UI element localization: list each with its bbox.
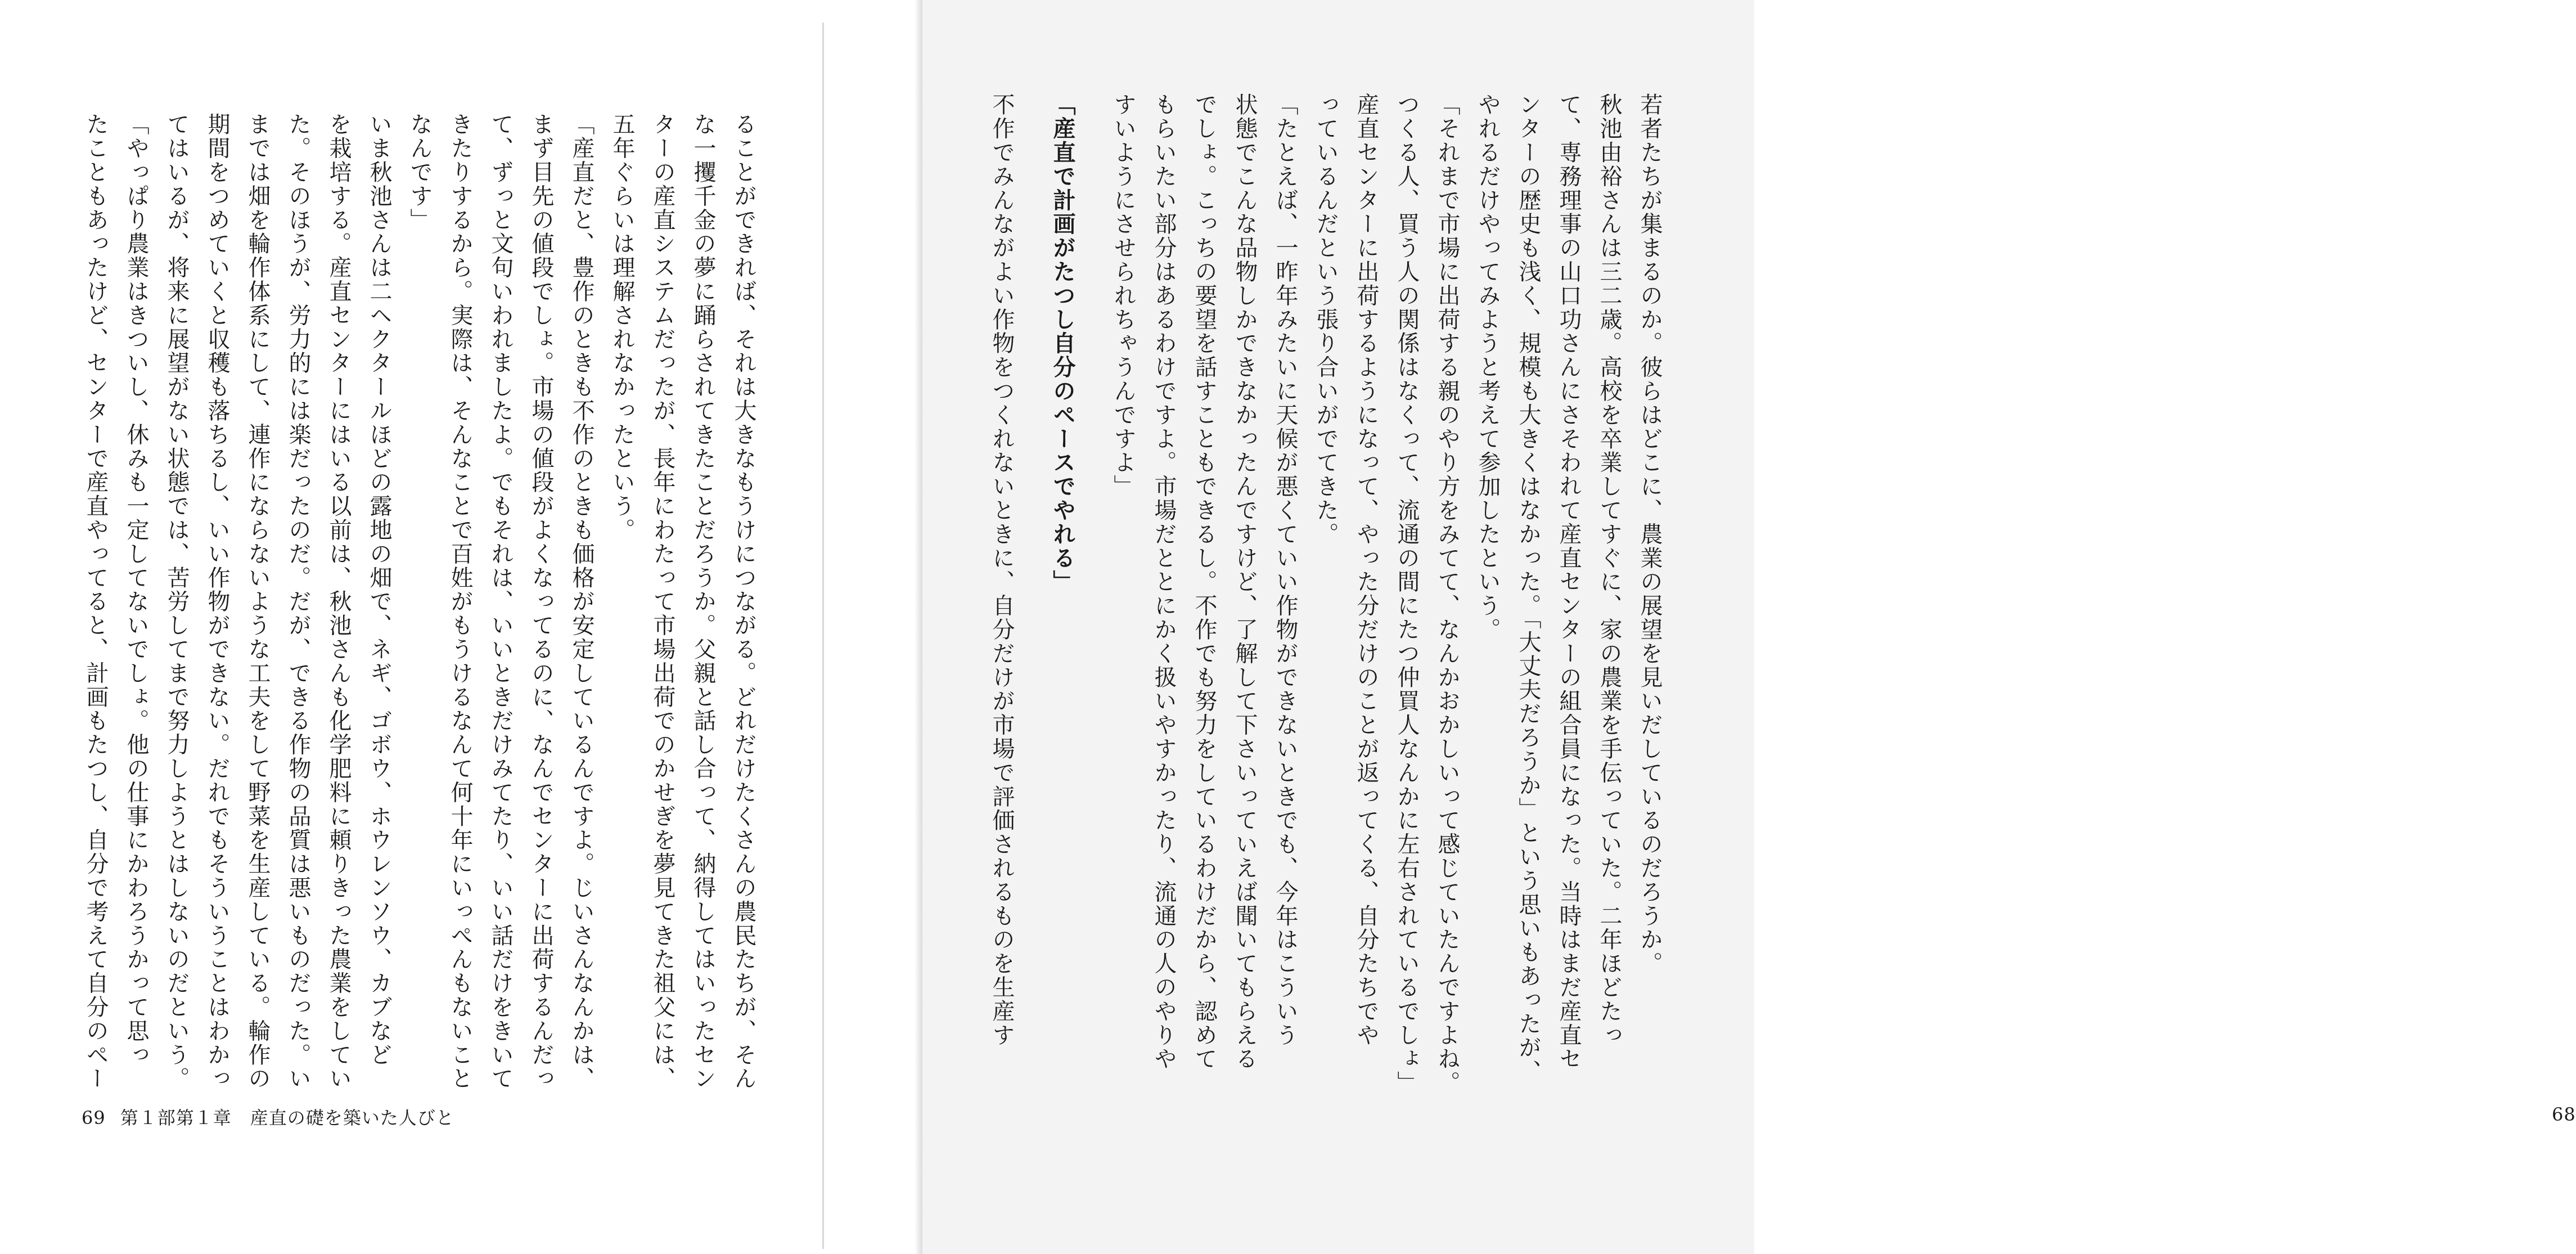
body-line: もらいたい部分はあるわけですよ。市場だととにかく扱いやすかったり、流通の人のやりや bbox=[1151, 93, 1177, 1071]
body-line: ンターの歴史も浅く、規模も大きくはなかった。「大丈夫だろうか」という思いもあったが、 bbox=[1515, 93, 1541, 1084]
right-page bbox=[922, 0, 2576, 1254]
body-line: 秋池由裕さんは三二歳。高校を卒業してすぐに、家の農業を手伝っていた。二年ほどたっ bbox=[1596, 93, 1622, 1047]
page-number: 69 bbox=[82, 1107, 106, 1129]
body-line: つくる人、買う人の関係はなくって、流通の間にたつ仲買人なんかに左右されているでしょ」 bbox=[1394, 93, 1420, 1095]
left-page bbox=[0, 0, 826, 1254]
body-line: を栽培する。産直センターにはいる以前は、秋池さんも化学肥料に頼りきった農業をしてい bbox=[326, 113, 352, 1091]
body-line: 「それまで市場に出荷する親のやり方をみてて、なんかおかしいって感じていたんですよね。 bbox=[1434, 93, 1460, 1095]
body-line: 不作でみんながよい作物をつくれないときに、自分だけが市場で評価されるものを生産す bbox=[989, 93, 1015, 1047]
page-edge-line bbox=[822, 23, 824, 1249]
left-page-footer bbox=[82, 1104, 454, 1130]
section-heading-block bbox=[1042, 93, 1083, 1083]
book-gutter bbox=[826, 0, 922, 1254]
body-line: て、専務理事の山口功さんにさそわれて産直センターの組合員になった。当時はまだ産直セ bbox=[1556, 93, 1582, 1071]
gutter-shadow bbox=[915, 0, 922, 1254]
body-line: な一攫千金の夢に踊らされてきたことだろうか。父親と話し合って、納得してはいったセン bbox=[690, 113, 716, 1091]
body-line: て、ずっと文句いわれましたよ。でもそれは、いいときだけみてたり、いい話だけをきいて bbox=[488, 113, 514, 1091]
body-line: 若者たちが集まるのか。彼らはどこに、農業の展望を見いだしているのだろうか。 bbox=[1637, 93, 1663, 976]
body-line: たこともあったけど、センターで産直やってると、計画もたつし、自分で考えて自分のペー bbox=[83, 113, 109, 1091]
body-line: 期間をつめていくと収穫も落ちるし、いい作物ができない。だれでもそういうことはわかっ bbox=[204, 113, 230, 1091]
body-line: 「やっぱり農業はきついし、休みも一定してないでしょ。他の仕事にかわろうかって思っ bbox=[123, 113, 149, 1067]
body-line: た。そのほうが、労力的には楽だったのだ。だが、できる作物の品質は悪いものだった。い bbox=[285, 113, 311, 1091]
body-line: ることができれば、それは大きなもうけにつながる。どれだけたくさんの農民たちが、そん bbox=[731, 113, 756, 1091]
body-line: 状態でこんな品物しかできなかったんですけど、了解して下さいっていえば聞いてもらえる bbox=[1232, 93, 1258, 1071]
body-line: 産直センターに出荷するようになって、やった分だけのことが返ってくる、自分たちでや bbox=[1353, 93, 1379, 1047]
body-line: っているんだという張り合いがでてきた。 bbox=[1313, 93, 1339, 546]
body-line: 五年ぐらいは理解されなかったという。 bbox=[609, 113, 635, 542]
body-line: までは畑を輪作体系にして、連作にならないような工夫をして野菜を生産している。輪作の bbox=[245, 113, 271, 1091]
body-line: なんです」 bbox=[407, 113, 433, 232]
body-line: ターの産直システムだったが、長年にわたって市場出荷でのかせぎを夢見てきた祖父には、 bbox=[650, 113, 675, 1091]
left-page-body bbox=[75, 113, 764, 1097]
running-head: 第１部第１章 産直の礎を築いた人びと bbox=[120, 1107, 454, 1129]
body-line: 「たとえば、一昨年みたいに天候が悪くていい作物ができないときでも、今年はこういう bbox=[1272, 93, 1298, 1047]
body-line: 「産直だと、豊作のときも不作のときも価格が安定しているんですよ。じいさんなんかは、 bbox=[569, 113, 595, 1091]
body-line: まず目先の値段でしょ。市場の値段がよくなってるのに、なんでセンターに出荷するんだっ bbox=[528, 113, 554, 1091]
section-heading: 「産直で計画がたつし自分のペースでやれる」 bbox=[1050, 93, 1075, 594]
body-line: やれるだけやってみようと考えて参加したという。 bbox=[1475, 93, 1501, 642]
body-line: すいようにさせられちゃうんですよ」 bbox=[1110, 93, 1136, 498]
body-line: いま秋池さんは二ヘクタールほどの露地の畑で、ネギ、ゴボウ、ホウレンソウ、カブなど bbox=[366, 113, 392, 1067]
body-line: きたりするから。実際は、そんなことで百姓がもうけるなんて何十年にいっぺんもないこと bbox=[447, 113, 473, 1091]
body-line: でしょ。こっちの要望を話すこともできるし。不作でも努力をしているわけだから、認めて bbox=[1191, 93, 1217, 1071]
body-line: てはいるが、将来に展望がない状態では、苦労してまで努力しようとはしないのだという。 bbox=[164, 113, 190, 1091]
page-number: 68 bbox=[2552, 1104, 2576, 1125]
right-page-body bbox=[981, 93, 1670, 1095]
